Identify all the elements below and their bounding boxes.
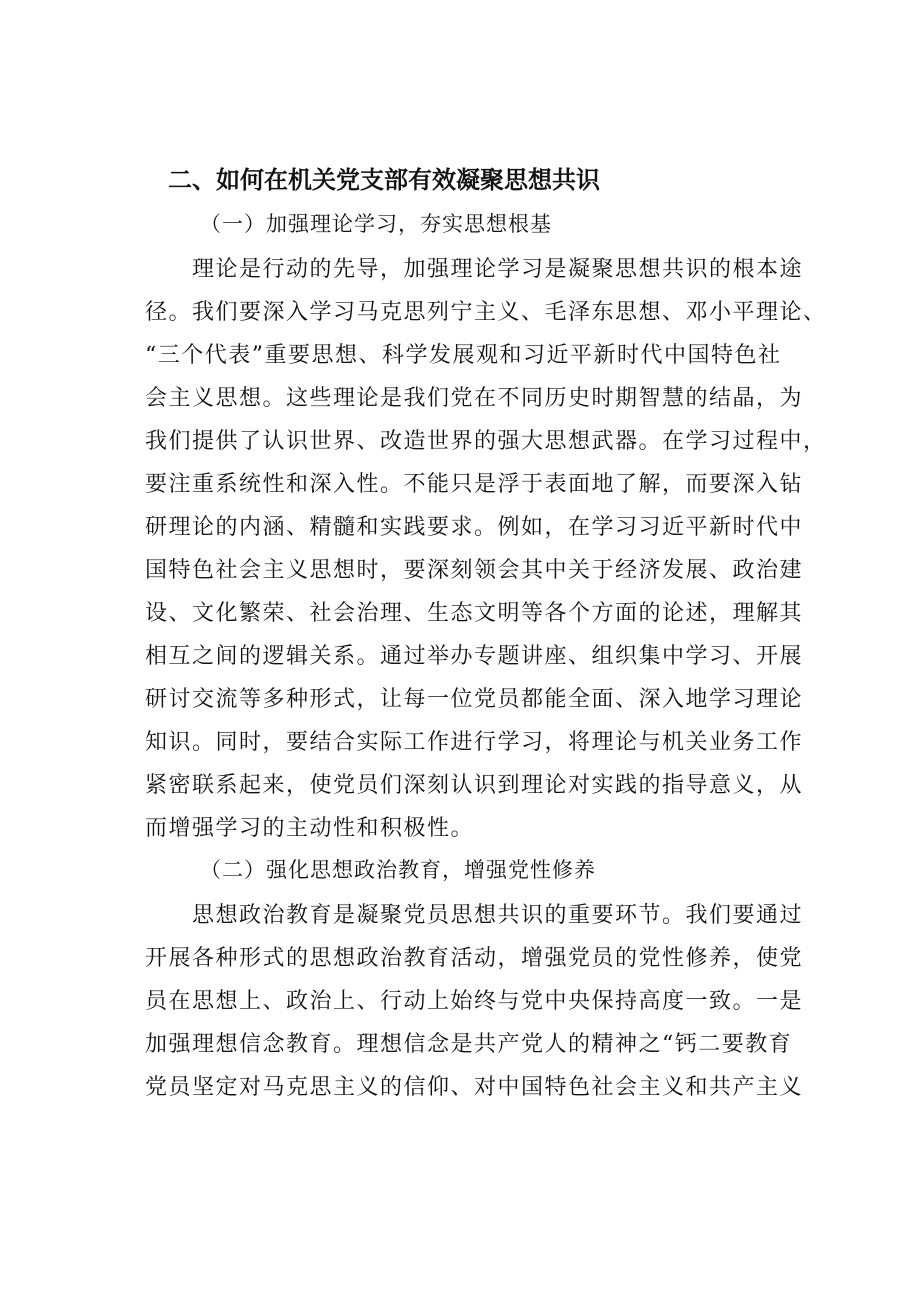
text-line: 研讨交流等多种形式，让每一位党员都能全面、深入地学习理论	[145, 687, 804, 712]
text-line: 相互之间的逻辑关系。通过举办专题讲座、组织集中学习、开展	[145, 644, 804, 669]
text-line: 党员坚定对马克思主义的信仰、对中国特色社会主义和共产主义	[145, 1075, 804, 1100]
text-line: “三个代表”重要思想、科学发展观和习近平新时代中国特色社	[145, 343, 782, 368]
text-line: 紧密联系起来，使党员们深刻认识到理论对实践的指导意义，从	[145, 773, 804, 798]
paragraph-theory-study	[145, 248, 827, 850]
text-line: 员在思想上、政治上、行动上始终与党中央保持高度一致。一是	[145, 989, 804, 1014]
text-line: 理论是行动的先导，加强理论学习是凝聚思想共识的根本途	[145, 257, 804, 282]
text-line: 会主义思想。这些理论是我们党在不同历史时期智慧的结晶，为	[145, 386, 804, 411]
text-line: 思想政治教育是凝聚党员思想共识的重要环节。我们要通过	[145, 903, 804, 928]
paragraph-political-education	[145, 894, 805, 1109]
text-line: 研理论的内涵、精髓和实践要求。例如，在学习习近平新时代中	[145, 515, 804, 540]
text-line: 加强理想信念教育。理想信念是共产党人的精神之“钙二要教育	[145, 1032, 793, 1057]
text-line: 径。我们要深入学习马克思列宁主义、毛泽东思想、邓小平理论、	[145, 300, 827, 325]
text-line: 要注重系统性和深入性。不能只是浮于表面地了解，而要深入钻	[145, 472, 804, 497]
subheading-theory-study: （一）加强理论学习，夯实思想根基	[200, 212, 552, 236]
section-heading: 二、如何在机关党支部有效凝聚思想共识	[168, 166, 600, 194]
subheading-political-education: （二）强化思想政治教育，增强党性修养	[200, 858, 596, 882]
text-line: 国特色社会主义思想时，要深刻领会其中关于经济发展、政治建	[145, 558, 804, 583]
text-line: 知识。同时，要结合实际工作进行学习，将理论与机关业务工作	[145, 730, 804, 755]
text-line: 而增强学习的主动性和积极性。	[145, 816, 475, 841]
text-line: 设、文化繁荣、社会治理、生态文明等各个方面的论述，理解其	[145, 601, 804, 626]
text-line: 我们提供了认识世界、改造世界的强大思想武器。在学习过程中，	[145, 429, 827, 454]
text-line: 开展各种形式的思想政治教育活动，增强党员的党性修养，使党	[145, 946, 804, 971]
